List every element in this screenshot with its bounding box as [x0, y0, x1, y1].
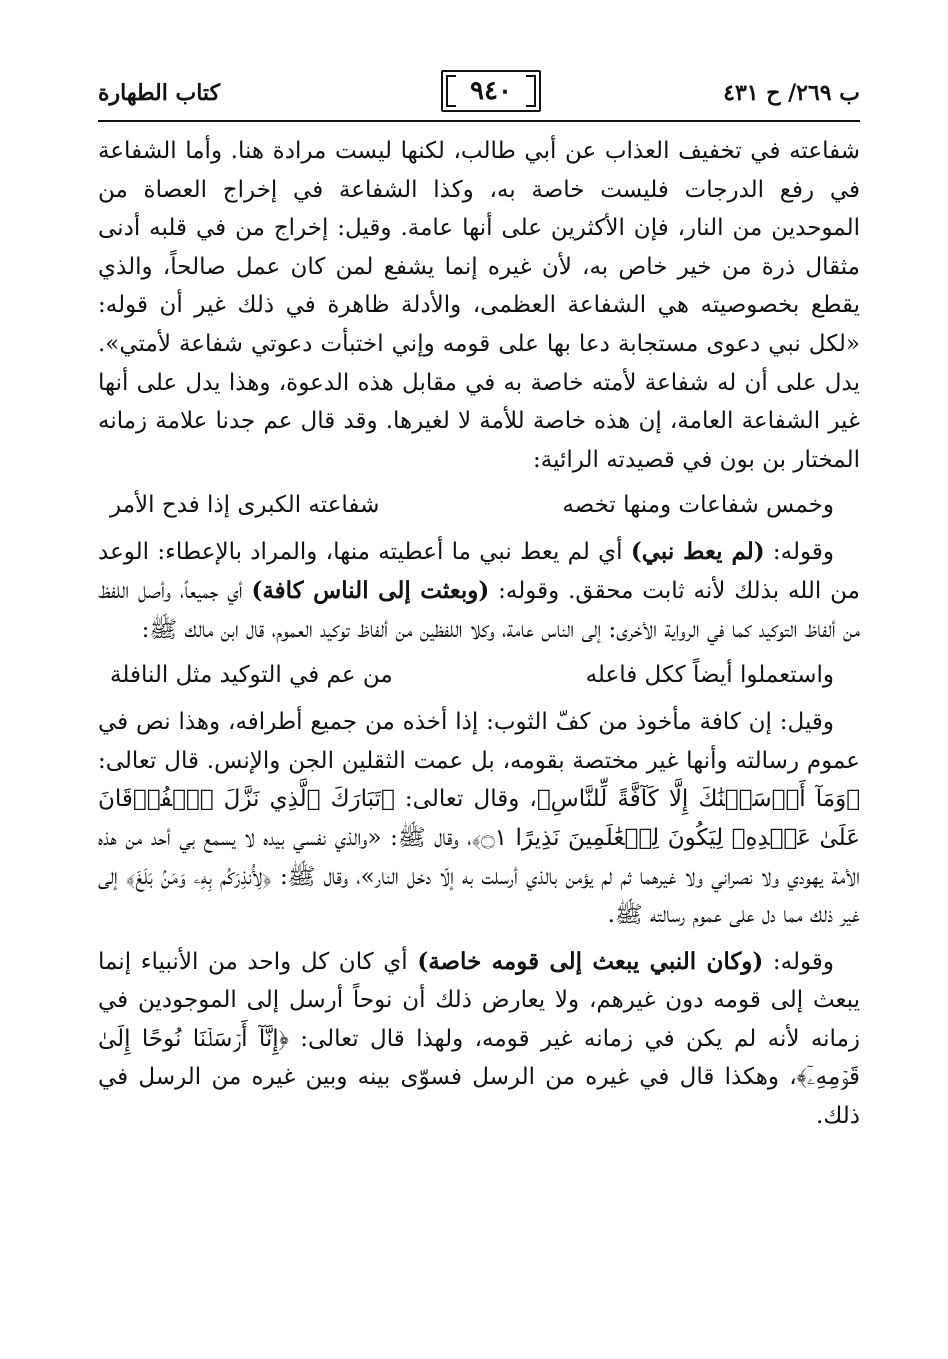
verse-2-first-hemistich: واستعملوا أيضاً ككل فاعله [585, 662, 834, 689]
quoted-phrase: (وكان النبي يبعث إلى قومه خاصة) [417, 947, 764, 975]
page-number-frame [441, 70, 541, 112]
page-header [98, 70, 860, 116]
paragraph-lam-yuta [98, 533, 860, 649]
verse-2-second-hemistich: من عم في التوكيد مثل النافلة [110, 662, 393, 689]
text-run: وقوله: [764, 539, 834, 566]
paragraph-gap [98, 935, 860, 943]
page-body [98, 132, 860, 1136]
header-rule [98, 120, 860, 122]
quoted-phrase: (لم يعط نبي) [630, 538, 765, 566]
paragraph-intro: شفاعته في تخفيف العذاب عن أبي طالب، لكنها ليست مرادة هنا. وأما الشفاعة في رفع الدرجات فليست خاصة به، وكذا الشفاعة في إخراج العصاة من الموحدين من النار، فإن الأكثرين على أنها عامة. وقيل: إخراج من في قلبه أدنى مثقال ذرة من خير خاص به، لأن غيره إنما يشفع لمن كان عمل صالحاً، والذي يقطع بخصوصيته هي الشفاعة العظمى، والأدلة ظاهرة في ذلك غير أن قوله: «لكل نبي دعوى مستجابة دعا بها على قومه وإني اختبأت دعوتي شفاعة لأمتي». يدل على أن له شفاعة لأمته خاصة به في مقابل هذه الدعوة، وهذا يدل على أنها غير الشفاعة العامة، إن هذه خاصة للأمة لا لغيرها. وقد قال عم جدنا علامة زمانه المختار بن بون في قصيدته الرائية: [98, 138, 860, 473]
text-run: أي لم يعط نبي ما أعطيته منها، والمراد بالإعطاء: الوعد من الله بذلك لأنه ثابت محقق. وقوله: [98, 539, 860, 604]
poem-verse-2 [98, 649, 860, 703]
paragraph-nabi-yubath [98, 943, 860, 1136]
verse-1-first-hemistich: وخمس شفاعات ومنها تخصه [562, 492, 834, 519]
text-run: أي جميعاً، وأصل اللفظ من ألفاظ التوكيد كما في الرواية الأخرى: إلى الناس عامة، وكلا اللفظين من ألفاظ توكيد العموم، قال ابن مالك ﷺ: [98, 577, 860, 643]
paragraph-kaffa: وقيل: إن كافة مأخوذ من كفّ الثوب: إذا أخذه من جميع أطرافه، وهذا نص في عموم رسالته وأنها غير مختصة بقومه، بل عمت الثقلين الجن والإنس. قال تعالى: ﴿وَمَآ أَرۡسَلۡنَٰكَ إِلَّا كَآفَّةً لِّلنَّاسِ﴾، وقال تعالى: ﴿تَبَارَكَ ٱلَّذِي نَزَّلَ ٱلۡفُرۡقَانَ عَلَىٰ عَبۡدِهِۦ لِيَكُونَ لِلۡعَٰلَمِينَ نَذِيرًا ۝١﴾، وقال ﷺ: «والذي نفسي بيده لا يسمع بي أحد من هذه الأمة يهودي ولا نصراني ولا غيرهما ثم لم يؤمن بالذي أرسلت به إلّا دخل النار»، وقال ﷺ: ﴿لِأُنذِرَكُم بِهِۦ وَمَنۢ بَلَغَ﴾ إلى غير ذلك مما دل على عموم رسالته ﷺ. [98, 709, 860, 929]
page-number: ٩٤٠ [470, 76, 512, 106]
verse-1-second-hemistich: شفاعته الكبرى إذا فدح الأمر [110, 492, 380, 519]
quoted-phrase: (وبعثت إلى الناس كافة) [251, 576, 490, 604]
poem-verse-1 [98, 479, 860, 533]
text-run: أي كان كل واحد من الأنبياء إنما يبعث إلى قومه دون غيرهم، ولا يعارض ذلك أن نوحاً أرسل إلى الموجودين في زمانه لأنه لم يكن في زمانه غير قومه، ولهذا قال تعالى: ﴿إِنَّآ أَرۡسَلۡنَا نُوحًا إِلَىٰ قَوۡمِهِۦٓ﴾، وهكذا قال في غيره من الرسل فسوّى بينه وبين غيره من الرسل في ذلك. [98, 948, 860, 1130]
hadith-reference: ب ٢٦٩/ ح ٤٣١ [723, 80, 860, 106]
book-title: كتاب الطهارة [98, 80, 221, 106]
text-run: وقوله: [763, 948, 834, 975]
